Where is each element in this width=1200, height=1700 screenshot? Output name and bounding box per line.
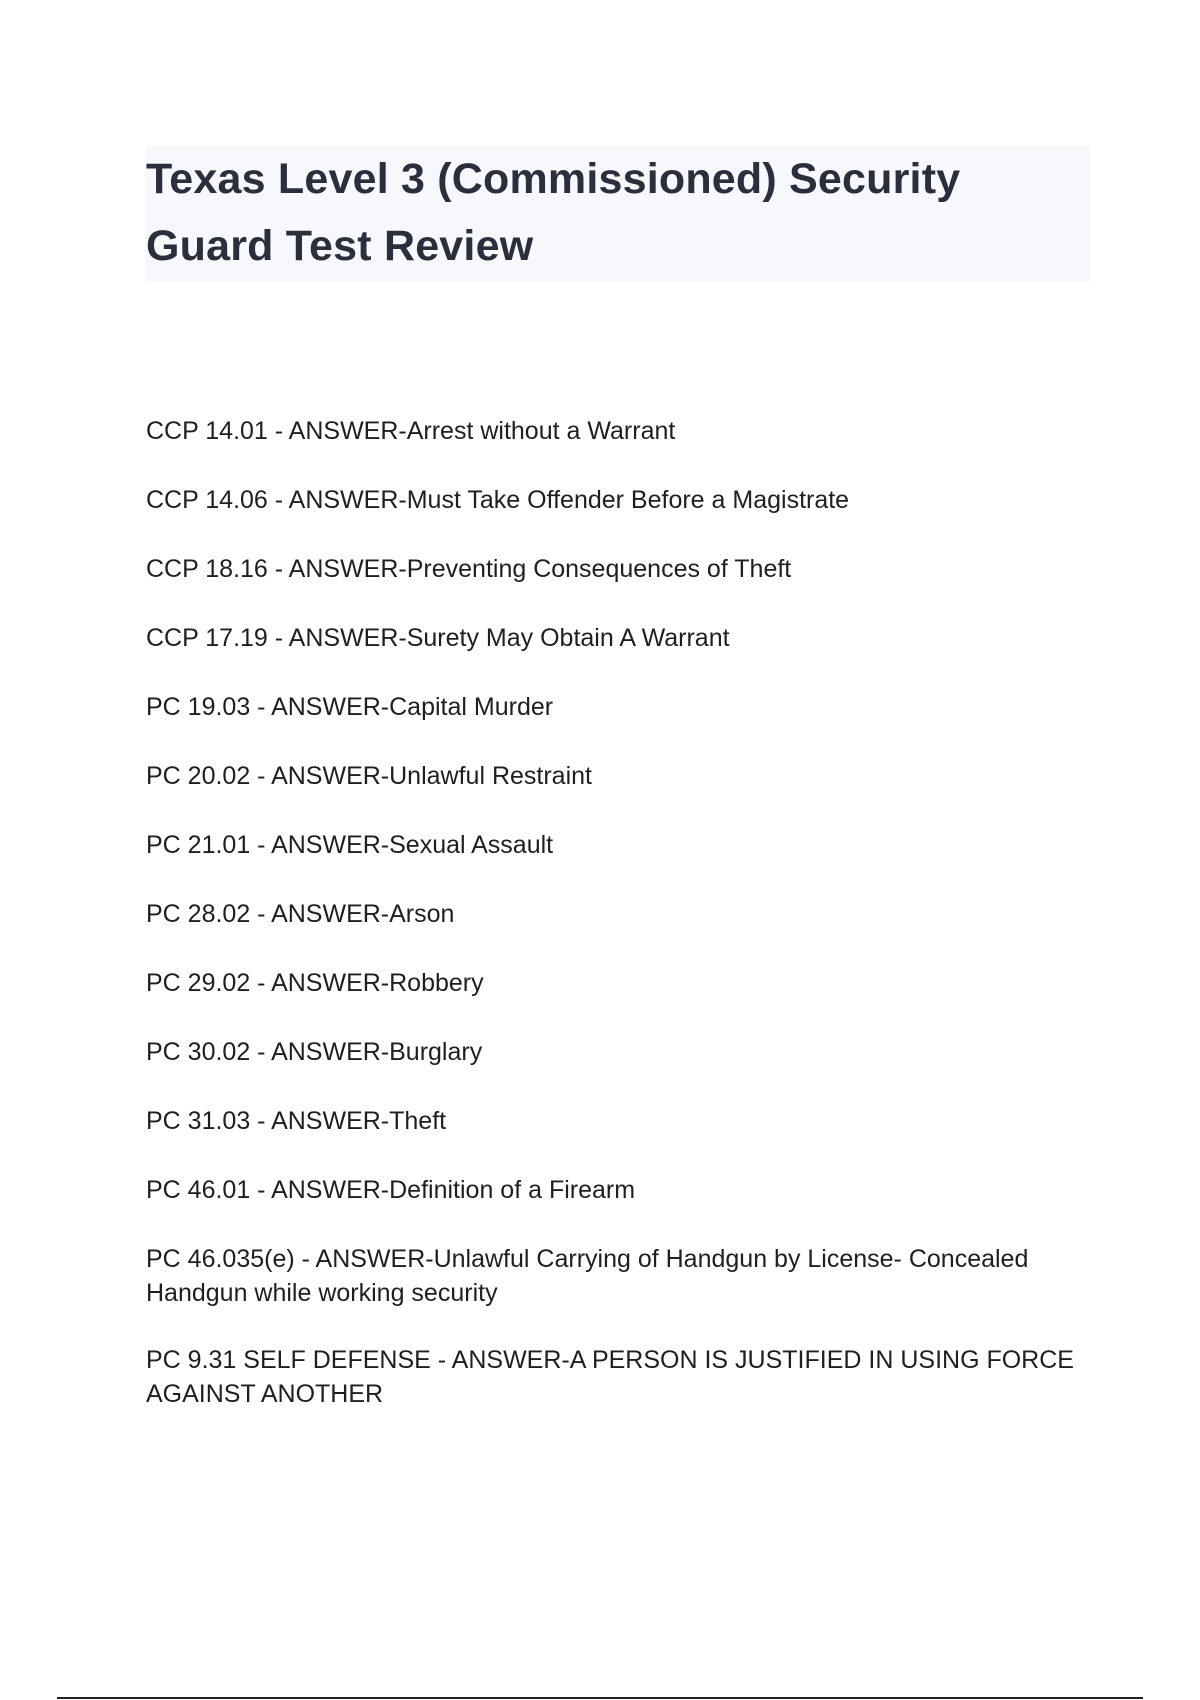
list-item: PC 28.02 - ANSWER-Arson: [146, 900, 455, 928]
list-item: PC 9.31 SELF DEFENSE - ANSWER-A PERSON IS JUSTIFIED IN USING FORCE AGAINST ANOTHER: [146, 1346, 1074, 1408]
title-block: [146, 146, 1090, 282]
list-item: CCP 17.19 - ANSWER-Surety May Obtain A Warrant: [146, 624, 730, 652]
list-item: PC 21.01 - ANSWER-Sexual Assault: [146, 831, 554, 859]
list-item: CCP 14.06 - ANSWER-Must Take Offender Before a Magistrate: [146, 486, 850, 514]
list-item: PC 31.03 - ANSWER-Theft: [146, 1107, 447, 1135]
document-title: Texas Level 3 (Commissioned) Security Guard Test Review: [146, 155, 961, 270]
list-item: PC 46.035(e) - ANSWER-Unlawful Carrying of Handgun by License- Concealed Handgun while working security: [146, 1245, 1029, 1307]
list-item: CCP 14.01 - ANSWER-Arrest without a Warrant: [146, 417, 676, 445]
list-item: PC 19.03 - ANSWER-Capital Murder: [146, 693, 554, 721]
footer-divider: [57, 1697, 1143, 1699]
list-item: PC 20.02 - ANSWER-Unlawful Restraint: [146, 762, 592, 790]
list-item: PC 30.02 - ANSWER-Burglary: [146, 1038, 483, 1066]
list-item: PC 29.02 - ANSWER-Robbery: [146, 969, 484, 997]
answer-list: [146, 414, 1090, 1444]
list-item: CCP 18.16 - ANSWER-Preventing Consequences of Theft: [146, 555, 792, 583]
list-item: PC 46.01 - ANSWER-Definition of a Firearm: [146, 1176, 636, 1204]
